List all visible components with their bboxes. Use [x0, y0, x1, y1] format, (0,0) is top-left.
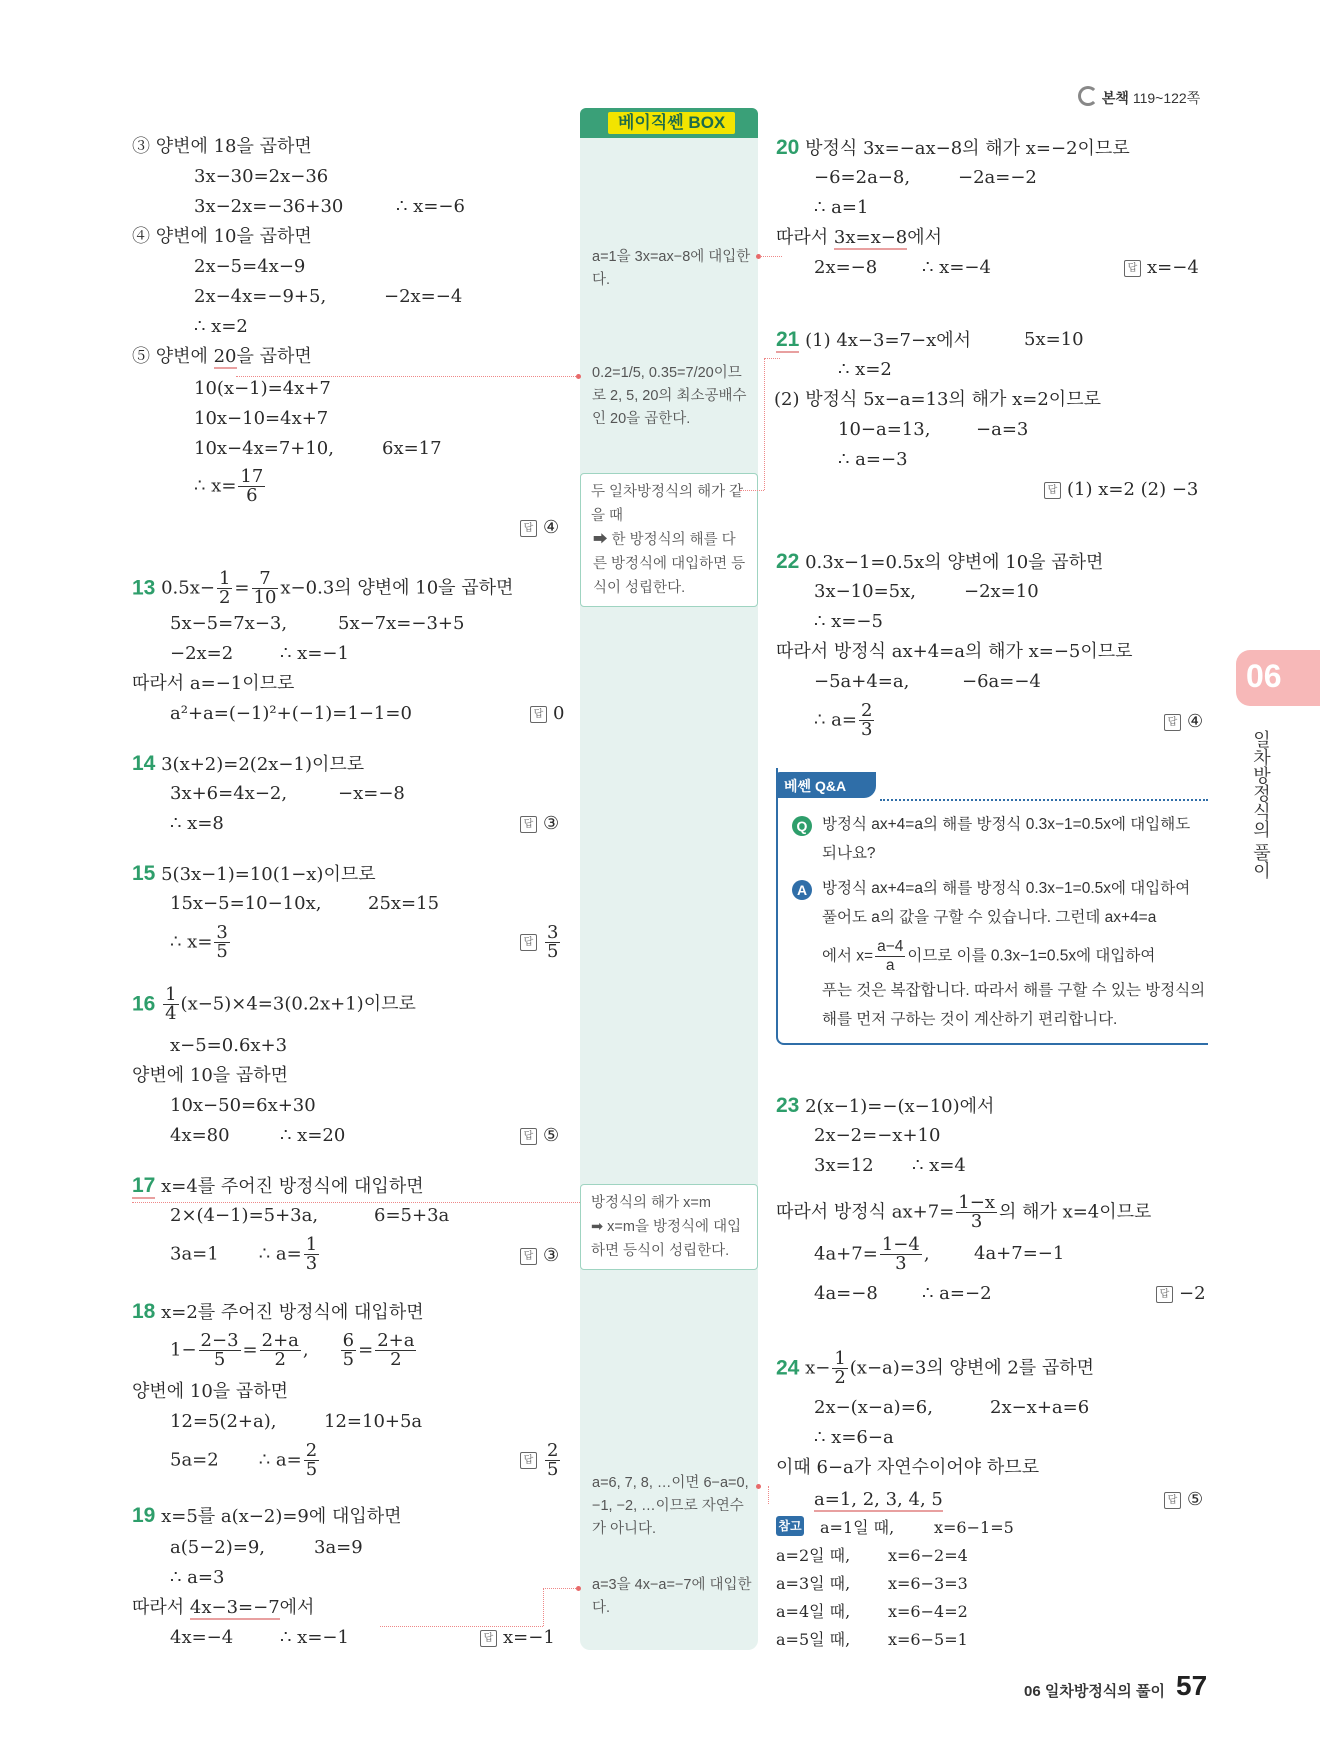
numerator: 3: [547, 922, 559, 943]
fraction: [545, 924, 560, 961]
denominator: 5: [216, 941, 228, 962]
denominator: 5: [213, 1349, 226, 1370]
text-span: 5(3x−1)=10(1−x)이므로: [161, 864, 376, 885]
answer: [520, 1244, 559, 1268]
chapter-tab-number: 06: [1246, 658, 1282, 694]
text-line: −2x=−4: [384, 286, 463, 307]
denominator: 10: [253, 587, 277, 608]
box-note-3-body: ➡ 한 방정식의 해를 다른 방정식에 대입하면 등식이 성립한다.: [593, 532, 746, 596]
denominator: 5: [547, 1459, 559, 1480]
text-line: −2a=−2: [958, 167, 1037, 188]
connector-dot: [576, 374, 581, 379]
text-line: 10−a=13,: [838, 419, 931, 440]
text-span: 에서: [907, 227, 943, 248]
answer-mark-icon: 답: [520, 816, 537, 833]
basic-box-title-text: 베이직쎈 BOX: [608, 112, 735, 134]
text-span: ∴ a=: [258, 1449, 302, 1471]
text-line: 5x−7x=−3+5: [338, 613, 465, 634]
answer-mark-icon: 답: [520, 520, 537, 537]
numerator: a−4: [877, 938, 904, 955]
problem-number: 21: [776, 328, 800, 351]
problem-19: [132, 1504, 402, 1529]
fraction: [252, 570, 279, 607]
text-span: 에서 x=: [822, 947, 874, 965]
fraction: [875, 938, 905, 975]
denominator: 2: [218, 587, 231, 608]
problem-17: [132, 1174, 424, 1199]
connector-line: [760, 256, 782, 257]
text-span: x=5를 a(x−2)=9에 대입하면: [161, 1506, 402, 1527]
answer-value: −2: [1179, 1283, 1206, 1304]
qa-question: 방정식 ax+4=a의 해를 방정식 0.3x−1=0.5x에 대입해도 되나요?: [822, 816, 1191, 862]
text-line: [132, 345, 312, 369]
text-line: ∴ x=−4: [922, 257, 991, 278]
connector-dot: [576, 1586, 581, 1591]
text-line: [170, 1236, 321, 1273]
denominator: a: [885, 957, 895, 974]
text-line: a=5일 때,: [776, 1630, 851, 1649]
box-note-3-title: 두 일차방정식의 해가 같을 때: [591, 484, 744, 524]
text-line: 15x−5=10−10x,: [170, 893, 322, 914]
problem-21: [776, 328, 971, 353]
text-span: 이므로 이를 0.3x−1=0.5x에 대입하여: [907, 947, 1156, 965]
text-span: ∴ a=: [258, 1243, 302, 1265]
text-line: 2x−4x=−9+5,: [194, 286, 327, 307]
text-line: [194, 468, 267, 505]
text-line: 3x−30=2x−36: [194, 166, 329, 187]
text-line: 따라서 a=−1이므로: [132, 673, 295, 694]
text-line: 2x−x+a=6: [990, 1397, 1090, 1418]
text-line: 10x−50=6x+30: [170, 1095, 316, 1116]
answer-value: 0: [553, 703, 565, 724]
text-line: a(5−2)=9,: [170, 1537, 266, 1558]
ref-circle-icon: [1078, 86, 1098, 106]
problem-number: 17: [132, 1174, 156, 1197]
fraction: [375, 1332, 416, 1369]
denominator: 3: [895, 1253, 907, 1274]
text-line: [776, 1194, 1151, 1231]
text-line: −2x=10: [964, 581, 1039, 602]
text-span: x=2를 주어진 방정식에 대입하면: [161, 1302, 424, 1323]
chapter-tab: [1236, 650, 1320, 706]
text-line: −a=3: [976, 419, 1029, 440]
text-span: 에서: [279, 1597, 315, 1618]
text-line: [132, 1596, 314, 1620]
answer: [520, 924, 562, 961]
text-line: x=6−2=4: [888, 1546, 968, 1565]
connector-line: [764, 358, 780, 359]
text-span: 2(x−1)=−(x−10)에서: [805, 1096, 995, 1117]
answer: [1164, 710, 1203, 734]
problem-number: 23: [776, 1094, 800, 1117]
numerator: 2+a: [377, 1330, 415, 1351]
text-line: 3a=9: [314, 1537, 363, 1558]
answer-value: x=−1: [503, 1627, 555, 1648]
text-span: ∴ x=: [194, 475, 237, 497]
connector-line: [543, 1588, 576, 1589]
problem-number: 24: [776, 1356, 800, 1380]
problem-13: [132, 570, 513, 607]
text-line: −x=−8: [338, 783, 405, 804]
problem-24: [776, 1350, 1094, 1387]
text-span: 0.3x−1=0.5x의 양변에 10을 곱하면: [805, 552, 1104, 573]
problem-22: [776, 550, 1103, 575]
text-line: 2x=−8: [814, 257, 878, 278]
text-line: −6=2a−8,: [814, 167, 911, 188]
basic-box: [580, 118, 758, 1650]
text-span: 4a+7=: [814, 1243, 878, 1265]
text-line: 이때 6−a가 자연수이어야 하므로: [776, 1457, 1040, 1478]
problem-14: [132, 752, 364, 777]
ref-label: 본책: [1101, 90, 1129, 106]
text-span: 의 해가 x=4이므로: [998, 1201, 1152, 1223]
fraction: [217, 570, 232, 607]
numerator: 1−x: [958, 1192, 995, 1213]
footer-title: 06 일차방정식의 풀이: [1024, 1683, 1165, 1700]
fraction: [199, 1332, 241, 1369]
text-span: ,: [302, 1339, 309, 1361]
problem-number: 13: [132, 576, 156, 600]
text-line: [776, 226, 942, 250]
text-line: 2×(4−1)=5+3a,: [170, 1205, 319, 1226]
fraction: [832, 1350, 847, 1387]
text-line: ∴ a=−3: [838, 449, 908, 470]
text-span: 방정식 3x=−ax−8의 해가 x=−2이므로: [805, 138, 1130, 159]
text-span: 1−: [170, 1339, 197, 1361]
fraction: [163, 986, 178, 1023]
text-span: =: [242, 1339, 258, 1361]
problem-15: [132, 862, 376, 887]
text-line: [814, 1488, 943, 1512]
text-line: x=6−4=2: [888, 1602, 968, 1621]
question-icon: Q: [792, 816, 812, 836]
text-line: [814, 702, 876, 739]
text-line: [170, 1442, 321, 1479]
denominator: 2: [390, 1349, 402, 1370]
box-note-6: a=3을 4x−a=−7에 대입한다.: [592, 1577, 752, 1616]
denominator: 3: [970, 1211, 983, 1232]
text-span: 5a=2: [170, 1449, 219, 1471]
text-line: 3x−2x=−36+30: [194, 196, 344, 217]
text-line: 2x−5=4x−9: [194, 256, 306, 277]
problem-number: 18: [132, 1300, 156, 1323]
answer-mark-icon: 답: [520, 1452, 537, 1469]
problem-number: 20: [776, 136, 800, 159]
answer-mark-icon: 답: [1124, 260, 1141, 277]
answer: [1044, 478, 1198, 502]
text-span: 20: [213, 346, 237, 367]
text-line: x=6−3=3: [888, 1574, 968, 1593]
numerator: 3: [216, 922, 228, 943]
box-note-2: 0.2=1/5, 0.35=7/20이므로 2, 5, 20의 최소공배수인 20을 곱한다.: [592, 365, 747, 427]
answer: [480, 1626, 555, 1650]
box-note-4-body: ➡ x=m을 방정식에 대입하면 등식이 성립한다.: [591, 1219, 742, 1259]
text-span: (x−a)=3의 양변에 2를 곱하면: [849, 1357, 1095, 1379]
problem-number: 16: [132, 992, 156, 1016]
text-span: 따라서 방정식 ax+7=: [776, 1201, 955, 1223]
connector-line: [764, 358, 765, 490]
denominator: 3: [861, 719, 873, 740]
text-span: 을 곱하면: [236, 346, 312, 367]
text-line: 2x−(x−a)=6,: [814, 1397, 933, 1418]
header-ref: [1078, 86, 1200, 108]
qa-header: [776, 772, 876, 798]
numerator: 1: [218, 568, 231, 589]
text-line: 양변에 10을 곱하면: [132, 1065, 289, 1086]
text-line: −6a=−4: [962, 671, 1041, 692]
text-line: ∴ x=20: [280, 1125, 346, 1146]
numerator: 2: [861, 700, 873, 721]
answer-mark-icon: 답: [1164, 714, 1181, 731]
text-span: =: [234, 577, 250, 599]
fraction: [260, 1332, 301, 1369]
text-span: 3(x+2)=2(2x−1)이므로: [161, 754, 365, 775]
qa-answer-3: 푸는 것은 복잡합니다. 따라서 해를 구할 수 있는 방정식의 해를 먼저 구하는 것이 계산하기 편리합니다.: [822, 982, 1206, 1028]
problem-16: [132, 986, 416, 1023]
text-line: ∴ a=3: [170, 1567, 225, 1588]
connector-line: [768, 1486, 769, 1504]
text-line: 12=5(2+a),: [170, 1411, 277, 1432]
answer-value: ⑤: [543, 1125, 560, 1146]
text-line: ∴ a=−2: [922, 1283, 992, 1304]
numerator: 2+a: [261, 1330, 299, 1351]
text-span: ∴ x=: [170, 931, 213, 953]
fraction: [859, 702, 874, 739]
answer: [1124, 256, 1199, 280]
text-line: ∴ x=−6: [396, 196, 465, 217]
text-line: [170, 924, 232, 961]
text-line: [170, 1332, 418, 1369]
text-line: x−5=0.6x+3: [170, 1035, 288, 1056]
denominator: 5: [547, 941, 559, 962]
box-note-1: a=1을 3x=ax−8에 대입한다.: [592, 249, 751, 288]
numerator: 2−3: [200, 1330, 239, 1351]
basic-box-title: [580, 108, 758, 138]
fraction: [341, 1332, 356, 1369]
answer: [520, 1124, 559, 1148]
text-line: −5a+4=a,: [814, 671, 910, 692]
answer-mark-icon: 답: [1156, 1286, 1173, 1303]
answer: [530, 702, 564, 726]
chapter-side-title: 일차방정식의 풀이: [1251, 730, 1271, 880]
connector-line: [543, 1588, 544, 1626]
text-line: 3x+6=4x−2,: [170, 783, 288, 804]
denominator: 4: [165, 1003, 177, 1024]
box-note-5: a=6, 7, 8, …이면 6−a=0, −1, −2, …이므로 자연수가 아니다.: [592, 1475, 749, 1537]
text-line: 6x=17: [382, 438, 442, 459]
qa-divider: [880, 799, 1208, 801]
text-line: 10x−4x=7+10,: [194, 438, 334, 459]
text-span: (x−5)×4=3(0.2x+1)이므로: [180, 993, 416, 1015]
text-line: (2) 방정식 5x−a=13의 해가 x=2이므로: [774, 389, 1101, 410]
numerator: 6: [342, 1330, 355, 1351]
fraction: [214, 924, 229, 961]
box-note-3: [580, 473, 758, 607]
text-span: 따라서: [776, 227, 834, 248]
answer-mark-icon: 답: [520, 934, 537, 951]
connector-dot: [756, 1484, 761, 1489]
text-line: 12=10+5a: [324, 1411, 423, 1432]
numerator: 17: [240, 466, 264, 487]
text-line: 따라서 방정식 ax+4=a의 해가 x=−5이므로: [776, 641, 1133, 662]
text-line: ∴ x=−1: [280, 1627, 349, 1648]
text-line: a=1일 때,: [820, 1518, 895, 1537]
text-line: 4x=−4: [170, 1627, 234, 1648]
numerator: 1−4: [881, 1234, 920, 1255]
answer-value: ⑤: [1187, 1489, 1204, 1510]
text-line: ③ 양변에 18을 곱하면: [132, 136, 312, 157]
text-line: ∴ x=−5: [814, 611, 883, 632]
text-line: x=6−5=1: [888, 1630, 968, 1649]
text-span: x−0.3의 양변에 10을 곱하면: [280, 577, 514, 599]
text-line: −2x=2: [170, 643, 234, 664]
text-span: 0.5x−: [161, 577, 215, 599]
answer-icon: A: [792, 880, 812, 900]
fraction: [880, 1236, 922, 1273]
text-line: ④ 양변에 10을 곱하면: [132, 226, 312, 247]
text-span: ,: [923, 1243, 930, 1265]
reference-icon: 참고: [776, 1516, 804, 1536]
text-line: 양변에 10을 곱하면: [132, 1381, 289, 1402]
fraction: [304, 1236, 319, 1273]
text-span: 따라서: [132, 1597, 190, 1618]
text-line: 10(x−1)=4x+7: [194, 378, 331, 399]
text-line: a²+a=(−1)²+(−1)=1−1=0: [170, 703, 412, 724]
answer: [1156, 1282, 1206, 1306]
qa-answer-1: 방정식 ax+4=a의 해를 방정식 0.3x−1=0.5x에 대입하여 풀어도 a의 값을 구할 수 있습니다. 그런데 ax+4=a: [822, 880, 1191, 926]
text-line: [814, 1236, 930, 1273]
answer-value: ④: [543, 517, 560, 538]
answer-mark-icon: 답: [520, 1248, 537, 1265]
qa-header-text: 베쎈 Q&A: [784, 778, 847, 794]
text-line: a=2일 때,: [776, 1546, 851, 1565]
answer: [1164, 1488, 1203, 1512]
text-line: 3x=12: [814, 1155, 874, 1176]
text-line: a=4일 때,: [776, 1602, 851, 1621]
fraction: [956, 1194, 997, 1231]
answer-value: x=−4: [1147, 257, 1199, 278]
problem-number: 19: [132, 1504, 156, 1527]
text-span: (1) 4x−3=7−x에서: [805, 330, 971, 351]
text-span: ⑤ 양변에: [132, 346, 214, 367]
text-span: 4x−3=−7: [189, 1597, 280, 1618]
answer-value: ④: [1187, 711, 1204, 732]
text-line: a=3일 때,: [776, 1574, 851, 1593]
text-line: ∴ a=1: [814, 197, 869, 218]
box-note-4: [580, 1184, 758, 1270]
text-line: 4a=−8: [814, 1283, 878, 1304]
problem-number: 22: [776, 550, 800, 573]
text-line: 4x=80: [170, 1125, 230, 1146]
denominator: 5: [342, 1349, 355, 1370]
answer: [520, 516, 559, 540]
denominator: 3: [305, 1253, 318, 1274]
denominator: 6: [246, 485, 258, 506]
denominator: 2: [274, 1349, 286, 1370]
denominator: 5: [305, 1459, 318, 1480]
answer-mark-icon: 답: [520, 1128, 537, 1145]
text-line: 5x=10: [1024, 329, 1084, 350]
text-line: ∴ x=4: [912, 1155, 966, 1176]
connector-line: [740, 490, 764, 491]
text-span: a=1, 2, 3, 4, 5: [814, 1489, 943, 1510]
answer-mark-icon: 답: [1164, 1492, 1181, 1509]
problem-18: [132, 1300, 424, 1325]
connector-line: [132, 1202, 580, 1203]
text-span: 3x=x−8: [833, 227, 908, 248]
qa-answer-2: [822, 938, 1206, 975]
answer-mark-icon: 답: [480, 1630, 497, 1647]
answer-value: (1) x=2 (2) −3: [1067, 479, 1199, 500]
text-line: ∴ x=8: [170, 813, 224, 834]
page-number: 57: [1176, 1670, 1208, 1701]
text-line: 2x−2=−x+10: [814, 1125, 941, 1146]
answer-value: ③: [543, 813, 560, 834]
numerator: 1: [834, 1348, 846, 1369]
text-span: x=4를 주어진 방정식에 대입하면: [161, 1176, 424, 1197]
text-line: ∴ x=2: [194, 316, 248, 337]
box-note-4-title: 방정식의 해가 x=m: [591, 1195, 711, 1211]
text-line: ∴ x=−1: [280, 643, 349, 664]
ref-pages: 119~122쪽: [1132, 90, 1201, 106]
text-span: 3a=1: [170, 1243, 219, 1265]
answer-mark-icon: 답: [530, 706, 547, 723]
fraction: [238, 468, 265, 505]
numerator: 2: [547, 1440, 559, 1461]
text-line: 10x−10=4x+7: [194, 408, 329, 429]
text-line: ∴ x=2: [838, 359, 892, 380]
text-line: 4a+7=−1: [974, 1243, 1065, 1264]
text-line: 25x=15: [368, 893, 440, 914]
answer: [520, 1442, 562, 1479]
numerator: 1: [165, 984, 177, 1005]
text-span: x−: [805, 1357, 831, 1379]
text-line: 6=5+3a: [374, 1205, 450, 1226]
fraction: [304, 1442, 319, 1479]
text-line: ∴ x=6−a: [814, 1427, 894, 1448]
numerator: 2: [305, 1440, 318, 1461]
text-line: 3x−10=5x,: [814, 581, 916, 602]
text-span: =: [358, 1339, 374, 1361]
answer-mark-icon: 답: [1044, 482, 1061, 499]
numerator: 1: [305, 1234, 318, 1255]
problem-number: 15: [132, 862, 156, 885]
fraction: [545, 1442, 560, 1479]
problem-20: [776, 136, 1130, 161]
text-span: ∴ a=: [814, 709, 857, 731]
text-line: x=6−1=5: [934, 1518, 1014, 1537]
denominator: 2: [834, 1367, 846, 1388]
problem-number: 14: [132, 752, 156, 775]
answer-value: ③: [543, 1245, 560, 1266]
text-line: 5x−5=7x−3,: [170, 613, 288, 634]
numerator: 7: [252, 570, 279, 589]
problem-23: [776, 1094, 994, 1119]
answer: [520, 812, 559, 836]
